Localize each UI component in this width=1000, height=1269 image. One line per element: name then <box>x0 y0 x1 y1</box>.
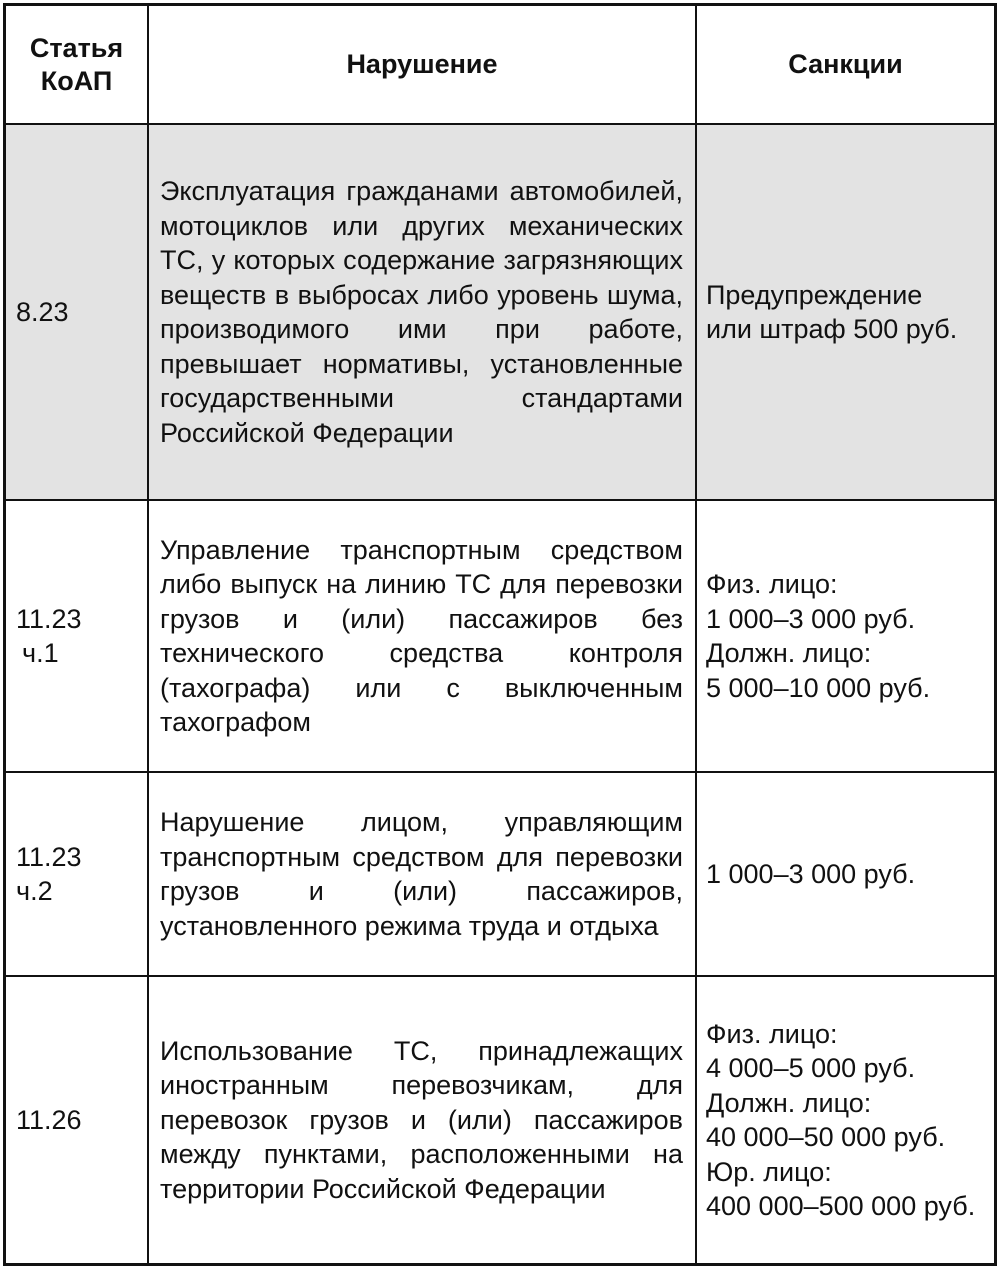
article-part: ч.1 <box>22 638 59 668</box>
sanction-line: Юр. лицо: <box>706 1156 832 1187</box>
table-row <box>6 500 994 772</box>
table-row <box>6 124 994 500</box>
article-number: 11.23 <box>16 604 82 634</box>
article-cell <box>6 500 148 772</box>
sanction-cell <box>696 500 994 772</box>
sanction-cell <box>696 124 994 500</box>
sanction-line: 5 000–10 000 руб. <box>706 672 931 703</box>
sanction-line: 400 000–500 000 руб. <box>706 1191 976 1221</box>
article-part: ч.2 <box>16 876 53 906</box>
sanction-line: 1 000–3 000 руб. <box>706 858 916 889</box>
sanction-line: 4 000–5 000 руб. <box>706 1053 916 1083</box>
header-article-line2: КоАП <box>40 65 113 96</box>
header-sanctions: Санкции <box>696 6 994 124</box>
sanction-line: или штраф 500 руб. <box>706 314 958 344</box>
table-row <box>6 772 994 976</box>
article-number: 11.26 <box>16 1105 82 1135</box>
table-row <box>6 976 994 1263</box>
sanction-line: Должн. лицо: <box>706 638 872 668</box>
sanction-line: 40 000–50 000 руб. <box>706 1122 946 1152</box>
header-article <box>6 6 148 124</box>
sanction-line: Должн. лицо: <box>706 1087 872 1118</box>
violation-text: Эксплуатация гражданами автомобилей, мотоциклов или других механических ТС, у которых содержание загрязняющих веществ в выбросах либо уровень шума, производимого ими при работе, превышает нормативы, установленные государственными стандартами Российской Федерации <box>160 176 683 448</box>
violation-cell <box>148 772 696 976</box>
violation-text: Нарушение лицом, управляющим транспортным средством для перевозки грузов и (или) пассажиров, установленного режима труда и отдыха <box>160 807 683 941</box>
sanction-line: Физ. лицо: <box>706 569 838 599</box>
article-cell <box>6 772 148 976</box>
header-article-line1: Статья <box>29 32 124 63</box>
sanction-line: Предупреждение <box>706 279 923 310</box>
violation-text: Использование ТС, принадлежащих иностранным перевозчикам, для перевозок грузов и (или) пассажиров между пунктами, расположенными на территории Российской Федерации <box>160 1035 683 1204</box>
koap-table-frame <box>3 3 997 1266</box>
article-number: 8.23 <box>16 297 69 327</box>
sanction-line: Физ. лицо: <box>706 1018 838 1049</box>
violation-cell <box>148 500 696 772</box>
violation-cell <box>148 976 696 1263</box>
article-number: 11.23 <box>16 842 82 872</box>
violation-text: Управление транспортным средством либо выпуск на линию ТС для перевозки грузов и (или) пассажиров без технического средства контроля (тахографа) или с выключенным тахографом <box>160 534 683 737</box>
table-header-row <box>6 6 994 124</box>
header-violation: Нарушение <box>148 6 696 124</box>
sanction-line: 1 000–3 000 руб. <box>706 603 916 634</box>
violation-cell <box>148 124 696 500</box>
koap-violations-table <box>6 6 994 1263</box>
article-cell <box>6 124 148 500</box>
sanction-cell <box>696 976 994 1263</box>
article-cell <box>6 976 148 1263</box>
sanction-cell <box>696 772 994 976</box>
